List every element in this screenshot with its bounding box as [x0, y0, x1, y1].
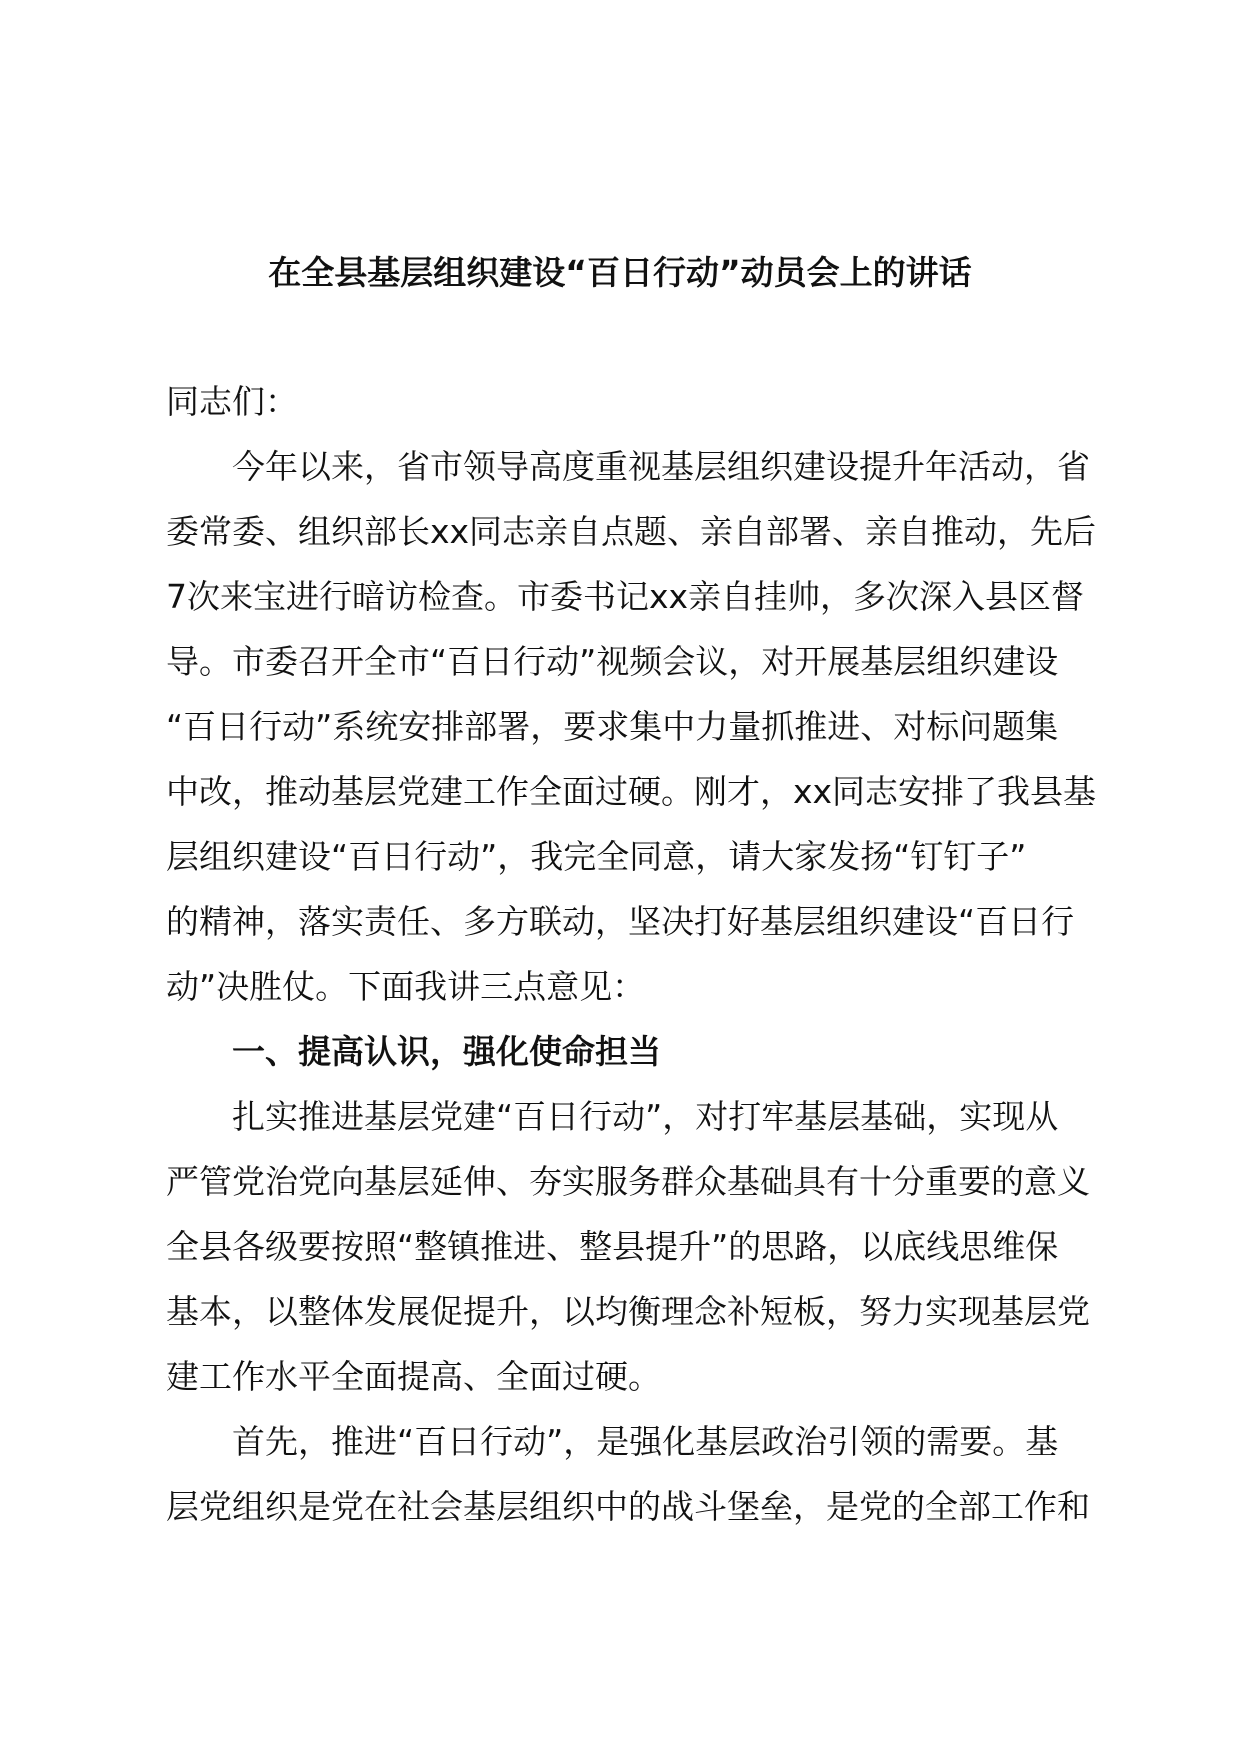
paragraph-line: 层组织建设“百日行动”，我完全同意，请大家发扬“钉钉子”	[166, 837, 1027, 876]
section-heading: 一、提高认识，强化使命担当	[232, 1032, 661, 1071]
paragraph-line: 首先，推进“百日行动”，是强化基层政治引领的需要。基	[232, 1422, 1059, 1461]
paragraph-line: 委常委、组织部长xx同志亲自点题、亲自部署、亲自推动，先后	[166, 512, 1097, 551]
document-body	[166, 369, 1096, 1539]
paragraph-line: 7次来宝进行暗访检查。市委书记xx亲自挂帅，多次深入县区督	[166, 577, 1085, 616]
document-title: 在全县基层组织建设“百日行动”动员会上的讲话	[268, 253, 972, 292]
paragraph-line: 严管党治党向基层延伸、夯实服务群众基础具有十分重要的意义	[166, 1162, 1090, 1201]
paragraph-line: “百日行动”系统安排部署，要求集中力量抓推进、对标问题集	[166, 707, 1059, 746]
paragraph-line: 中改，推动基层党建工作全面过硬。刚才，xx同志安排了我县基	[166, 772, 1097, 811]
paragraph-line: 动”决胜仗。下面我讲三点意见：	[166, 967, 646, 1006]
paragraph-line: 层党组织是党在社会基层组织中的战斗堡垒，是党的全部工作和	[166, 1487, 1090, 1526]
paragraph-line: 建工作水平全面提高、全面过硬。	[166, 1357, 661, 1396]
paragraph-line: 基本，以整体发展促提升，以均衡理念补短板，努力实现基层党	[166, 1292, 1090, 1331]
paragraph-line: 的精神，落实责任、多方联动，坚决打好基层组织建设“百日行	[166, 902, 1075, 941]
paragraph-line: 导。市委召开全市“百日行动”视频会议，对开展基层组织建设	[166, 642, 1059, 681]
paragraph-line: 全县各级要按照“整镇推进、整县提升”的思路，以底线思维保	[166, 1227, 1059, 1266]
paragraph-line: 扎实推进基层党建“百日行动”，对打牢基层基础，实现从	[232, 1097, 1059, 1136]
salutation: 同志们：	[166, 382, 298, 421]
paragraph-line: 今年以来，省市领导高度重视基层组织建设提升年活动，省	[232, 447, 1090, 486]
